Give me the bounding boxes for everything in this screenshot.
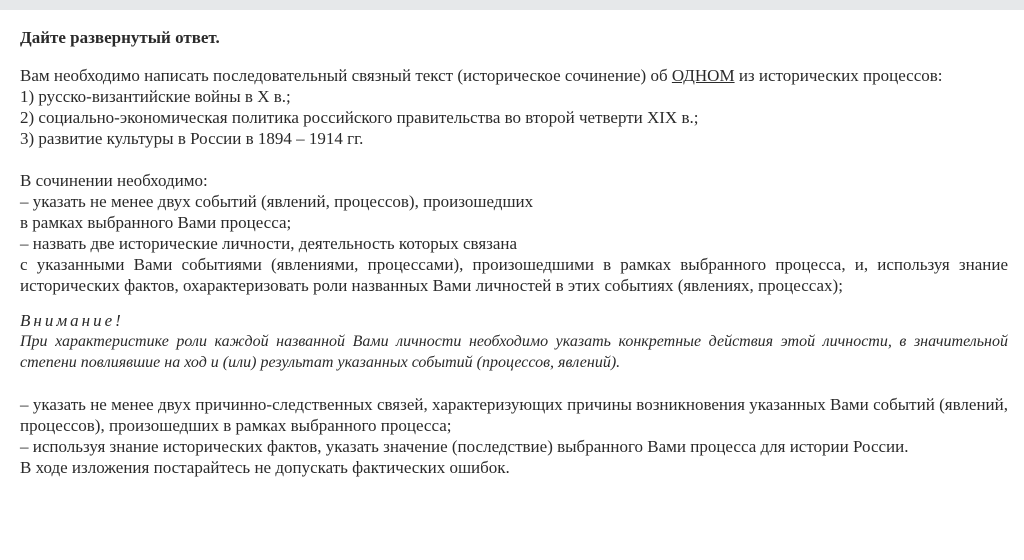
intro-text-before: Вам необходимо написать последовательный связный текст (историческое сочинение) об	[20, 66, 672, 85]
requirement-3-text: – указать не менее двух причинно-следственных связей, характеризующих причины возникновения указанных Вами событий (явлений, процессов), произошедших в рамках выбранного процесса;	[20, 395, 1008, 435]
requirement-1-line-1: – указать не менее двух событий (явлений, процессов), произошедших	[20, 192, 534, 211]
top-bar	[0, 0, 1024, 10]
intro-text-after: из исторических процессов:	[734, 66, 943, 85]
more-requirements	[20, 394, 1008, 478]
requirement-2-text: с указанными Вами событиями (явлениями, процессами), произошедшими в рамках выбранного процесса, и, используя знание исторических фактов, охарактеризовать роли названных Вами личностей в этих событиях (явлениях, процессах);	[20, 255, 1008, 295]
requirements-block	[20, 170, 1008, 296]
attention-title: Внимание!	[20, 311, 124, 330]
requirements-title: В сочинении необходимо:	[20, 171, 208, 190]
requirement-1-line-2: в рамках выбранного Вами процесса;	[20, 213, 292, 232]
option-item-1: 1) русско-византийские войны в X в.;	[20, 87, 291, 106]
closing-text: В ходе изложения постарайтесь не допускать фактических ошибок.	[20, 458, 510, 477]
attention-block	[20, 310, 1008, 373]
attention-text: При характеристике роли каждой названной Вами личности необходимо указать конкретные действия этой личности, в значительной степени повлиявшие на ход и (или) результат указанных событий (процессов, явлений).	[20, 333, 1008, 371]
requirement-2-line-1: – назвать две исторические личности, деятельность которых связана	[20, 234, 518, 253]
option-item-2: 2) социально-экономическая политика российского правительства во второй четверти XIX в.;	[20, 108, 699, 127]
option-item-3: 3) развитие культуры в России в 1894 – 1914 гг.	[20, 129, 364, 148]
intro-emphasis: ОДНОМ	[671, 66, 735, 85]
requirement-4-text: – используя знание исторических фактов, указать значение (последствие) выбранного Вами процесса для истории России.	[20, 437, 909, 456]
task-content	[20, 27, 1008, 478]
task-heading: Дайте развернутый ответ.	[20, 28, 220, 47]
intro-line	[20, 65, 1008, 86]
intro-paragraph	[20, 65, 1008, 149]
